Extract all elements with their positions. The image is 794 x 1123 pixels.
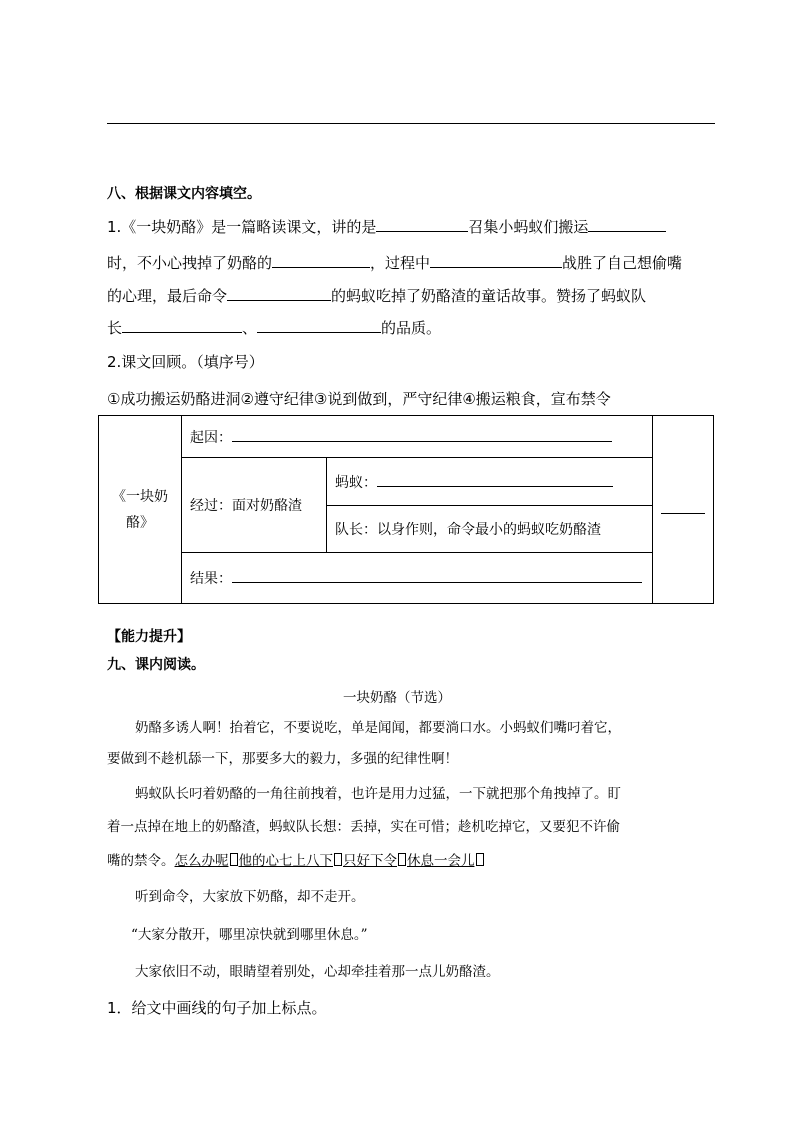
story-table bbox=[98, 415, 714, 604]
cause-label: 起因： bbox=[190, 429, 232, 446]
q1-text: 战胜了自己想偷嘴 bbox=[562, 254, 683, 272]
passage-p4: “大家分散开，哪里凉快就到哪里休息。” bbox=[131, 927, 368, 943]
q1-text: ，过程中 bbox=[370, 254, 431, 272]
punctuation-box[interactable] bbox=[334, 853, 342, 866]
blank-6[interactable] bbox=[122, 318, 242, 333]
story-title: 《一块奶酪》 bbox=[112, 488, 168, 531]
q1-text: 1.《一块奶酪》是一篇略读课文，讲的是 bbox=[107, 218, 377, 236]
process-label: 经过：面对奶酪渣 bbox=[190, 497, 302, 514]
summary-cell bbox=[653, 416, 714, 604]
underlined-part: 只好下令 bbox=[343, 853, 397, 869]
underlined-sentence bbox=[175, 853, 485, 869]
passage-title: 一块奶酪（节选） bbox=[343, 690, 451, 706]
q1-line-3 bbox=[107, 285, 646, 306]
underlined-part: 他的心七上八下 bbox=[238, 853, 333, 869]
punctuation-box[interactable] bbox=[476, 853, 484, 866]
ability-heading: 【能力提升】 bbox=[107, 629, 191, 645]
q1-text: 的品质。 bbox=[381, 319, 442, 337]
q1-text: 的蚂蚁吃掉了奶酪渣的童话故事。赞扬了蚂蚁队 bbox=[331, 287, 647, 305]
blank-5[interactable] bbox=[227, 286, 331, 301]
passage-p2c: 嘴的禁令。 bbox=[107, 853, 175, 869]
blank-2[interactable] bbox=[588, 217, 666, 232]
ant-label: 蚂蚁： bbox=[335, 474, 377, 491]
process-cell bbox=[182, 458, 327, 552]
q2-title: 2.课文回顾。（填序号） bbox=[107, 353, 264, 371]
passage-p2b: 着一点掉在地上的奶酪渣，蚂蚁队长想：丢掉，实在可惜；趁机吃掉它，又要犯不许偷 bbox=[107, 819, 620, 835]
blank-3[interactable] bbox=[272, 253, 370, 268]
cause-cell bbox=[182, 416, 653, 458]
result-answer-line[interactable] bbox=[232, 570, 642, 583]
punctuation-box[interactable] bbox=[230, 853, 238, 866]
q1-line-2 bbox=[107, 252, 682, 273]
ant-answer-line[interactable] bbox=[377, 474, 613, 487]
passage-p1a: 奶酪多诱人啊！抬着它，不要说吃，单是闻闻，都要淌口水。小蚂蚁们嘴叼着它， bbox=[135, 720, 621, 736]
passage-p1b: 要做到不趁机舔一下，那要多大的毅力，多强的纪律性啊！ bbox=[107, 751, 458, 767]
passage-p2c-line bbox=[107, 849, 485, 869]
passage-p2a: 蚂蚁队长叼着奶酪的一角往前拽着，也许是用力过猛，一下就把那个角拽掉了。盯 bbox=[135, 786, 621, 802]
blank-7[interactable] bbox=[257, 318, 381, 333]
summary-answer-line[interactable] bbox=[661, 501, 705, 514]
q1-text: 长 bbox=[107, 319, 123, 337]
q1-text: 的心理，最后命令 bbox=[107, 287, 228, 305]
q1-line-4 bbox=[107, 317, 441, 338]
q2-options: ①成功搬运奶酪进洞②遵守纪律③说到做到，严守纪律④搬运粮食，宣布禁令 bbox=[107, 390, 611, 408]
passage-p5: 大家依旧不动，眼睛望着别处，心却牵挂着那一点儿奶酪渣。 bbox=[135, 964, 500, 980]
section-9-question-1: 1．给文中画线的句子加上标点。 bbox=[107, 999, 327, 1017]
captain-text: 队长：以身作则，命令最小的蚂蚁吃奶酪渣 bbox=[335, 522, 601, 539]
q1-text: 时，不小心拽掉了奶酪的 bbox=[107, 254, 273, 272]
story-title-cell bbox=[99, 416, 182, 604]
captain-cell bbox=[327, 506, 653, 552]
header-rule bbox=[107, 123, 715, 124]
ant-cell bbox=[327, 458, 653, 506]
underlined-part: 怎么办呢 bbox=[174, 853, 229, 869]
result-label: 结果： bbox=[190, 570, 232, 587]
section-8-heading: 八、根据课文内容填空。 bbox=[107, 186, 261, 202]
q1-text: 召集小蚂蚁们搬运 bbox=[468, 218, 589, 236]
underlined-part: 休息一会儿 bbox=[407, 853, 475, 869]
punctuation-box[interactable] bbox=[398, 853, 406, 866]
result-cell bbox=[182, 552, 653, 603]
q1-line-1 bbox=[107, 216, 666, 237]
cause-answer-line[interactable] bbox=[232, 429, 612, 442]
passage-p3: 听到命令，大家放下奶酪，却不走开。 bbox=[135, 889, 365, 905]
blank-4[interactable] bbox=[430, 253, 562, 268]
q1-text: 、 bbox=[242, 319, 258, 337]
blank-1[interactable] bbox=[376, 217, 468, 232]
section-9-heading: 九、课内阅读。 bbox=[107, 657, 205, 673]
